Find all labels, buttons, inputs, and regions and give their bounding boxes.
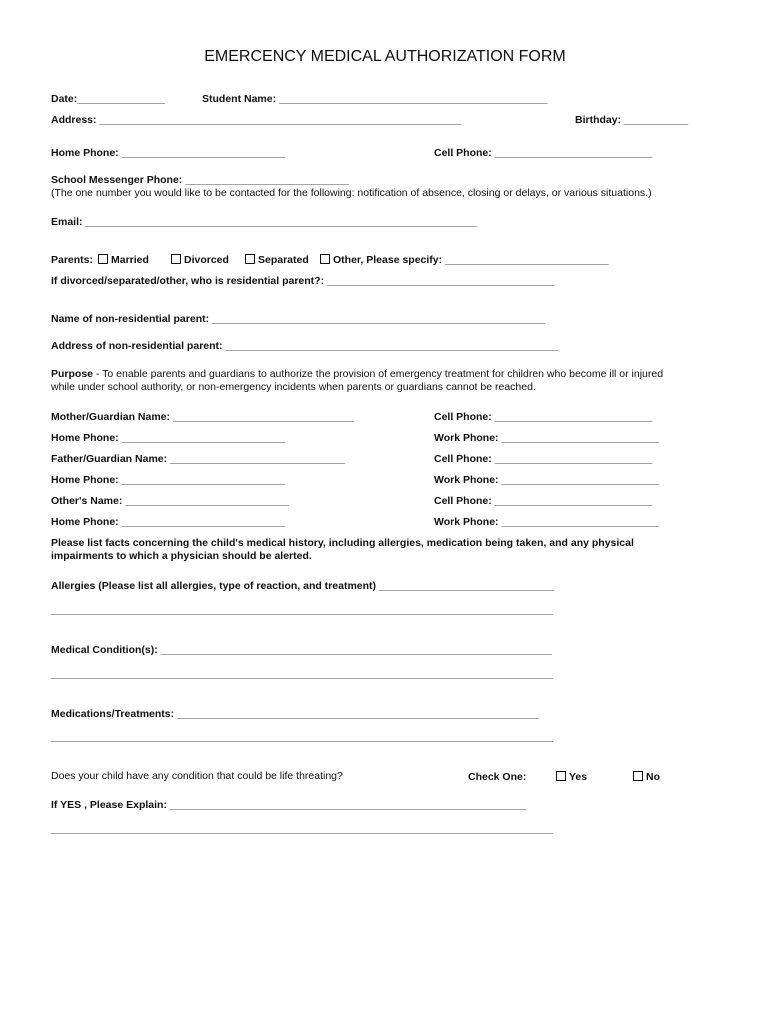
medical-history-instructions: Please list facts concerning the child's medical history, including allergies, medication being taken, and any physical <box>51 537 634 549</box>
medical-conditions-line-2[interactable]: ______________________________________________________________________________________ <box>51 668 554 680</box>
other-work-phone-field[interactable]: Work Phone: ___________________________ <box>434 516 660 528</box>
parents-label: Parents: <box>51 254 94 266</box>
separated-checkbox[interactable] <box>245 254 255 264</box>
married-label: Married <box>111 254 149 266</box>
father-work-phone-field[interactable]: Work Phone: ___________________________ <box>434 474 660 486</box>
yes-label: Yes <box>569 771 588 783</box>
married-option[interactable] <box>98 254 149 267</box>
other-name-field[interactable]: Other's Name: ____________________________ <box>51 495 289 507</box>
purpose-paragraph <box>51 368 663 381</box>
father-home-phone-field[interactable]: Home Phone: ____________________________ <box>51 474 286 486</box>
yes-option[interactable] <box>556 771 587 784</box>
life-threatening-question: Does your child have any condition that could be life threating? <box>51 770 343 782</box>
birthday-field[interactable]: Birthday: ___________ <box>575 114 689 126</box>
residential-parent-field[interactable]: If divorced/separated/other, who is residential parent?: _______________________________________ <box>51 275 555 287</box>
medications-field[interactable]: Medications/Treatments: ______________________________________________________________ <box>51 708 540 720</box>
non-residential-parent-address-field[interactable]: Address of non-residential parent: _________________________________________________________ <box>51 340 559 352</box>
non-residential-parent-name-field[interactable]: Name of non-residential parent: _________________________________________________________ <box>51 313 545 325</box>
student-name-field[interactable]: Student Name: ______________________________________________ <box>202 93 548 105</box>
other-option[interactable] <box>320 254 609 267</box>
no-option[interactable] <box>633 771 660 784</box>
no-label: No <box>646 771 660 783</box>
medications-line-2[interactable]: ______________________________________________________________________________________ <box>51 731 554 743</box>
divorced-option[interactable] <box>171 254 229 267</box>
other-home-phone-field[interactable]: Home Phone: ____________________________ <box>51 516 286 528</box>
purpose-text-continued: while under school authority, or non-emergency incidents when parents or guardians cannot be reached. <box>51 381 536 393</box>
school-messenger-phone-field[interactable]: School Messenger Phone: ____________________________ <box>51 174 349 186</box>
mother-home-phone-field[interactable]: Home Phone: ____________________________ <box>51 432 286 444</box>
explain-line-2[interactable]: ______________________________________________________________________________________ <box>51 823 554 835</box>
form-title: EMERCENCY MEDICAL AUTHORIZATION FORM <box>204 48 566 65</box>
separated-option[interactable] <box>245 254 309 267</box>
purpose-text: - To enable parents and guardians to authorize the provision of emergency treatment for children who become ill or injured <box>93 368 664 380</box>
divorced-checkbox[interactable] <box>171 254 181 264</box>
mother-guardian-name-field[interactable]: Mother/Guardian Name: _______________________________ <box>51 411 354 423</box>
home-phone-field[interactable]: Home Phone: ____________________________ <box>51 147 286 159</box>
email-field[interactable]: Email: ___________________________________________________________________ <box>51 216 477 228</box>
yes-checkbox[interactable] <box>556 771 566 781</box>
cell-phone-field[interactable]: Cell Phone: ___________________________ <box>434 147 653 159</box>
address-field[interactable]: Address: ______________________________________________________________ <box>51 114 462 126</box>
no-checkbox[interactable] <box>633 771 643 781</box>
check-one-label: Check One: <box>468 771 527 783</box>
messenger-note: (The one number you would like to be contacted for the following: notification of absence, closing or delays, or various situations.) <box>51 187 652 199</box>
father-guardian-name-field[interactable]: Father/Guardian Name: ______________________________ <box>51 453 346 465</box>
allergies-field[interactable]: Allergies (Please list all allergies, type of reaction, and treatment) ______________________________ <box>51 580 555 592</box>
allergies-line-2[interactable]: ______________________________________________________________________________________ <box>51 604 554 616</box>
medical-conditions-field[interactable]: Medical Condition(s): ___________________________________________________________________ <box>51 644 552 656</box>
medical-history-instructions-continued: impairments to which a physician should be alerted. <box>51 550 312 562</box>
mother-cell-phone-field[interactable]: Cell Phone: ___________________________ <box>434 411 653 423</box>
explain-field[interactable]: If YES , Please Explain: _____________________________________________________________ <box>51 799 527 811</box>
date-field[interactable]: Date:_______________ <box>51 93 165 105</box>
mother-work-phone-field[interactable]: Work Phone: ___________________________ <box>434 432 660 444</box>
father-cell-phone-field[interactable]: Cell Phone: ___________________________ <box>434 453 653 465</box>
purpose-label: Purpose <box>51 368 94 380</box>
other-cell-phone-field[interactable]: Cell Phone: ___________________________ <box>434 495 653 507</box>
married-checkbox[interactable] <box>98 254 108 264</box>
other-checkbox[interactable] <box>320 254 330 264</box>
divorced-label: Divorced <box>184 254 229 266</box>
other-label: Other, Please specify: ____________________________ <box>333 254 609 266</box>
separated-label: Separated <box>258 254 309 266</box>
